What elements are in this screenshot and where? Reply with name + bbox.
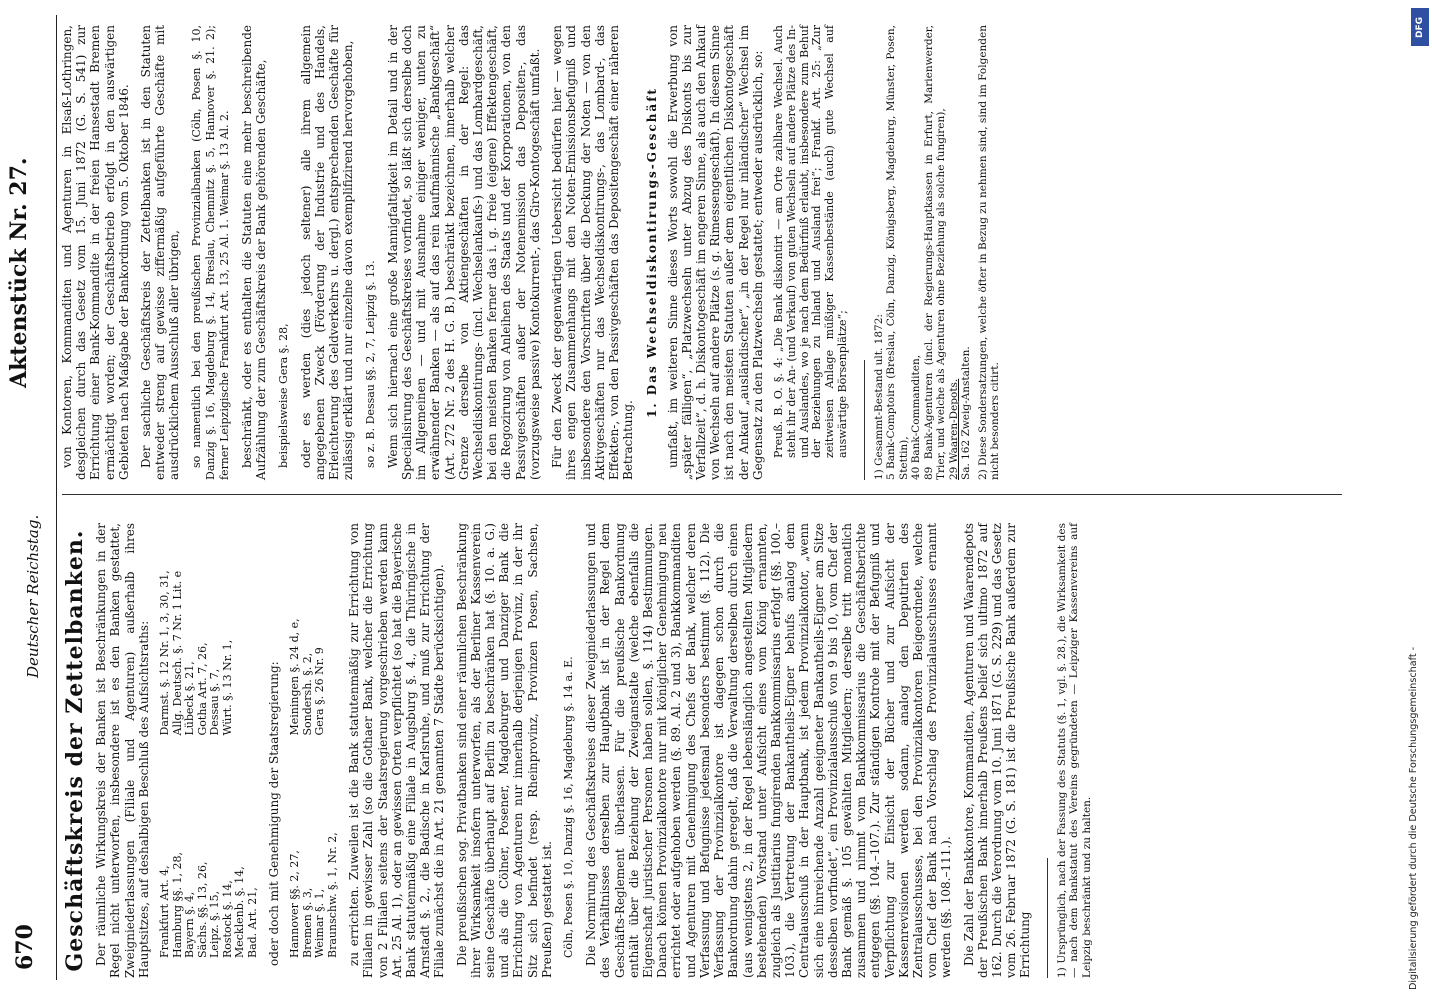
footnote-line: 89 Bank-Agenturen (incl. der Regierungs-Hauptkassen in Erfurt, Marienwerder, Trier, und welche als Agenturen ohne Beziehung als solche fungiren), [922,25,948,480]
section-heading: Geschäftskreis der Zettelbanken. [62,529,88,972]
right-column [60,25,1002,480]
footnote: 1) Ursprünglich, nach der Fassung des Statuts (§. 1, vgl. §. 28.), die Wirksamkeit des — nach dem Bankstatut des Vereins gegründeten — Leipziger Kassenvereins auf Leipzig beschränkt und zu halten. [1055,523,1093,978]
list-item: Gotha Art. 7, 26, [195,642,209,736]
paragraph: Die preußischen sog. Privatbanken sind einer räumlichen Beschränkung ihrer Wirksamkeit insofern unterworfen, als der Berliner Kassenverein seine Geschäfte überhaupt auf Berlin zu beschränken hat (§. 10. a. G.) und als die Cölner, Posener, Magdeburger und Danziger Bank die Errichtung von Agenturen nur innerhalb derjenigen Provinz, in der ihr Sitz sich befindet (resp. Rheinprovinz, Provinzen Posen, Sachsen, Preußen) gestattet ist. [454,523,554,978]
running-title-right: Aktenstück Nr. 27. [6,157,32,388]
list-item: Leipz. §. 15, [208,890,222,958]
subsection-heading: 1. Das Wechseldiskontirungs-Geschäft [645,87,660,418]
list-item [234,523,247,736]
list-item: Darmst. §. 12 Nr. 1, 3, 30, 31, [158,570,172,736]
page-number: 670 [12,924,38,970]
page-header [8,18,48,978]
paragraph: oder es werden (dies jedoch seltener) alle ihrem allgemein angegebenen Zweck (Förderung der Industrie und des Handels, Erleichterung des Geldverkehrs u. dergl.) entsprechenden Geschäfte für zulässig erklärt und nur einzelne davon exemplifizirend hervorgehoben, [298,25,356,480]
list-item: Hannover §§. 2, 27, [288,850,302,958]
footnote-line: Sa. 162 Zweig-Anstalten. [960,346,973,480]
list-item: Weimar §. 1, [313,888,327,958]
paragraph: Der sachliche Geschäftskreis der Zettelbanken ist in den Statuten entweder streng auf gewisse ziffermäßig aufgeführte Geschäfte mit ausdrücklichem Ausschluß aller übrigen, [139,25,182,480]
paragraph: umfaßt, im weiteren Sinne dieses Worts sowohl die Erwerbung von „später fälligen“, „Platzwechseln unter Abzug des Diskonts bis zur Verfallzeit“, d. h. Diskontogeschäft im engeren Sinne, als auch den Ankauf von Wechseln auf andere Plätze (s. g. Rimessengeschäft). In diesem Sinne ist nach den meisten Statuten außer dem eigentlichen Diskontogeschäft der Ankauf „ausländischer“, „in der Regel nur inländischer“ Wechsel im Gegensatz zu den Platzwechseln gestattet; entweder ausdrücklich, so: [665,25,765,480]
list-item: Dessau §. 7, [208,668,222,736]
running-title-left: Deutscher Reichstag. [24,514,42,678]
paragraph: zu errichten. Zuweilen ist die Bank statutenmäßig zur Errichtung von Filialen in gewisser Zahl (so die Gothaer Bank, welcher die Errichtung von 2 Filialen seitens der Staatsregierung vorgeschrieben werden kann Art. 25 Al. 1), oder an gewissen Orten verpflichtet (so hat die Bayerische Bank statutenmäßig eine Filiale in Augsburg §. 4., die Thüringische in Arnstadt §. 2., die Badische in Karlsruhe, und muß zur Errichtung der Filiale zunächst die in Art. 21 genannten 7 Städte berücksichtigen). [347,523,447,978]
list-item [327,523,340,736]
reference-line: beispielsweise Gera §. 28, [276,323,290,468]
list-item: Sondersh. §. 2, [300,652,314,736]
list-item: Frankfurt Art. 4, [158,865,172,958]
list-item: Meiningen §. 24 d, e, [288,618,302,736]
paragraph: Die Normirung des Geschäftskreises dieser Zweigniederlassungen und des Verhältnisses derselben zur Hauptbank ist in der Regel dem Geschäfts-Reglement überlassen. Für die preußische Bankordnung enthält über die Beziehung der Zweiganstalte (welche ebenfalls die Eigenschaft juristischer Personen haben sollen, §. 114) Bestimmungen. Danach können Provinzialkontore nur mit königlicher Genehmigung neu errichtet oder aufgehoben werden (§. 89. Al. 2 und 3), Bankkommanditen und Agenturen mit Genehmigung des Chefs der Bank, welcher deren Verfassung und Befugnisse jedesmal besonders bestimmt (§. 112). Die Verfassung der Provinzialkontore ist dagegen schon durch die Bankordnung dahin geregelt, daß die Verwaltung derselben durch einen (aus wenigstens 2, in der Regel lebenslänglich angestellten Mitgliedern bestehenden) Vorstand unter Aufsicht eines vom König ernannten, zugleich als Justitiarius fungirenden Bankkommissarius erfolgt (§§. 100.–103.), die Vertretung der Bankantheils-Eigner behufs analog dem Centralausschuß in der Hauptbank, ist jedem Provinzialkontor, „wenn sich eine hinreichende Anzahl geeigneter Bankantheils-Eigner am Sitze desselben vorfindet“, ein Provinzialausschuß von 9 bis 10, vom Chef der Bank gemäß §. 105 gewählten Mitgliedern; derselbe tritt monatlich zusammen und nimmt vom Bankkommissarius die Geschäftsberichte entgegen (§§. 104.–107.). Zur ständigen Kontrole mit der Befugniß und Verpflichtung zur Einsicht der Bücher und zur Aufsicht der Kassenrevisionen werden sodann, analog den Deputirten des Zentralausschusses, bei den Provinzialkontoren Beigeordnete, welche vom Chef der Bank nach Vorschlag des Provinzialausschusses ernannt werden (§§. 108.–111.). [584,523,954,978]
list-item: Bad. Art. 21, [245,887,259,958]
list-item: Sächs. §§. 13, 26, [195,861,209,958]
list-item: Lübeck §. 21, [183,661,197,736]
digitization-credit: Digitalisierung gefördert durch die Deutsche Forschungsgemeinschaft - [1408,646,1419,990]
footnote-line: 2) Diese Sondersatzungen, welche öfter in Bezug zu nehmen sind, sind im Folgenden nicht besonders citirt. [976,25,1002,480]
footnote-line: 5 Bank-Comptoirs (Breslau, Cöln, Danzig, Königsberg, Magdeburg, Münster, Posen, Stettin), [885,25,910,480]
list-item: Mecklenb. §. 14, [233,866,247,958]
footnote-line: 1) Gesammt-Bestand ult. 1872: [872,314,885,480]
reference-line: so z. B. Dessau §§. 2, 7, Leipzig §. 13. [363,260,377,468]
list-item: Braunschw. §. 1, Nr. 2, [325,832,339,958]
list-item: Gera §. 26 Nr. 9 [313,647,327,736]
list-item [247,523,260,736]
left-column [60,523,1093,978]
reference-line: so namentlich bei den preußischen Provinzialbanken (Cöln, Posen §. 10, Danzig §. 16, Magdeburg §. 14, Breslau, Chemnitz §. 5, Hannover §. 21. 2); ferner Leipzigische Frankfurt Art. 13, 25 Al. 1. Weimar §. 13 Al. 2. [189,25,232,480]
paragraph: Der räumliche Wirkungskreis der Banken ist Beschränkungen in der Regel nicht unterworfen, insbesondere ist es den Banken gestattet, Zweigniederlassungen (Filiale und Agenturen) außerhalb ihres Hauptsitzes, auf deshalbigen Beschluß des Aufsichtsraths: [94,523,151,978]
list-item: Allg. Deutsch. §. 7 Nr. 1 Lit. e [170,570,184,736]
reference-line: Cöln, Posen §. 10, Danzig §. 16, Magdeburg §. 14 a. E. [562,656,576,958]
list-item: Rostock §. 14, [220,880,234,958]
paragraph: Wenn sich hiernach eine große Mannigfaltigkeit im Detail und in der Specialisirung des Geschäftskreises vorfindet, so läßt sich derselbe doch im Allgemeinen — und mit Ausnahme einiger weniger, unten zu erwähnender Banken — als auf das rein kaufmännische „Bankgeschäft“ (Art. 272 Nr. 2 des H. G. B.) beschränkt bezeichnen, innerhalb welcher Grenze derselbe von Aktiengeschäften in der Regel: das Wechseldiskontirungs- (incl. Wechselankaufs-) und das Lombardgeschäft, bei den meisten Banken ferner das i. g. freie (eigene) Effektengeschäft, die Regozirung von Anleihen des Staats und der Korporationen, von den Passivgeschäften außer der Notenemission das Depositen-, das (vorzugsweise passive) Kontokurrent-, das Giro-Kontogeschäft umfaßt. [385,25,542,480]
reference-list [289,523,339,958]
footnote-line: 29 Waaren-Depots. [947,378,960,480]
footnote-rule [1047,858,1048,978]
footnote [873,25,1002,480]
footnote-line: 40 Bank-Commanditen, [910,354,923,480]
list-item: Bayern §. 4, [183,891,197,958]
statute-quote: Preuß. B. O. §. 4: „Die Bank diskontirt — am Orte zahlbare Wechsel. Auch steht ihr der An- (und Verkauf) von guten Wechseln auf andere Plätze des In- und Auslandes, wo je nach dem Bedürfniß erlaubt, insbesondere zum Behuf der Beziehungen zu Inland und Ausland frei“; Frankf. Art. 25: „Zur zeitweisen Anlage müßiger Kassenbestände (auch) gute Wechsel auf auswärtige Börsenplätze“; [771,25,849,458]
paragraph: Für den Zweck der gegenwärtigen Uebersicht bedürfen hier — wegen ihres engen Zusammenhangs mit den Noten-Emissionsbefugniß und insbesondere den Vorschriften über die Deckung der Noten — von den Aktivgeschäften nur das Wechseldiskontirungs-, das Lombard-, das Effekten-, von den Passivgeschäften das Depositengeschäft einer näheren Betrachtung. [550,25,636,480]
list-item: Hamburg §§. 1, 28, [170,852,184,958]
header-rule [56,15,57,980]
footnote-rule [864,360,865,480]
list-item: Würt. §. 13 Nr. 1, [220,639,234,736]
column-divider [62,494,1342,495]
reference-list [159,523,259,958]
paragraph: beschränkt, oder es enthalten die Statuten eine mehr beschreibende Aufzählung der zum Geschäftskreis der Bank gehörenden Geschäfte, [240,25,269,480]
paragraph: Die Zahl der Bankkontore, Kommanditen, Agenturen und Waarendepots der Preußischen Bank innerhalb Preußens belief sich ultimo 1872 auf 162. Durch die Verordnung vom 10. Juni 1871 (G. S. 229) und das Gesetz vom 26. Februar 1872 (G. S. 181) ist die Preußische Bank außerdem zur Errichtung [961,523,1033,978]
list-item: Bremen §. 3, [300,887,314,958]
paragraph: oder doch mit Genehmigung der Staatsregierung: [267,661,282,966]
paragraph: von Kontoren, Kommanditen und Agenturen in Elsaß-Lothringen, desgleichen durch das Gesetz vom 15. Juni 1872 (G. S. 541) zur Errichtung einer Bank-Kommandite in der freien Hansestadt Bremen ermächtigt worden; der Geschäftsbetrieb erfolgt in den auswärtigen Gebieten nach Maßgabe der Bankordnung vom 5. Oktober 1846. [60,25,131,480]
dfg-logo: DFG [1411,8,1429,46]
